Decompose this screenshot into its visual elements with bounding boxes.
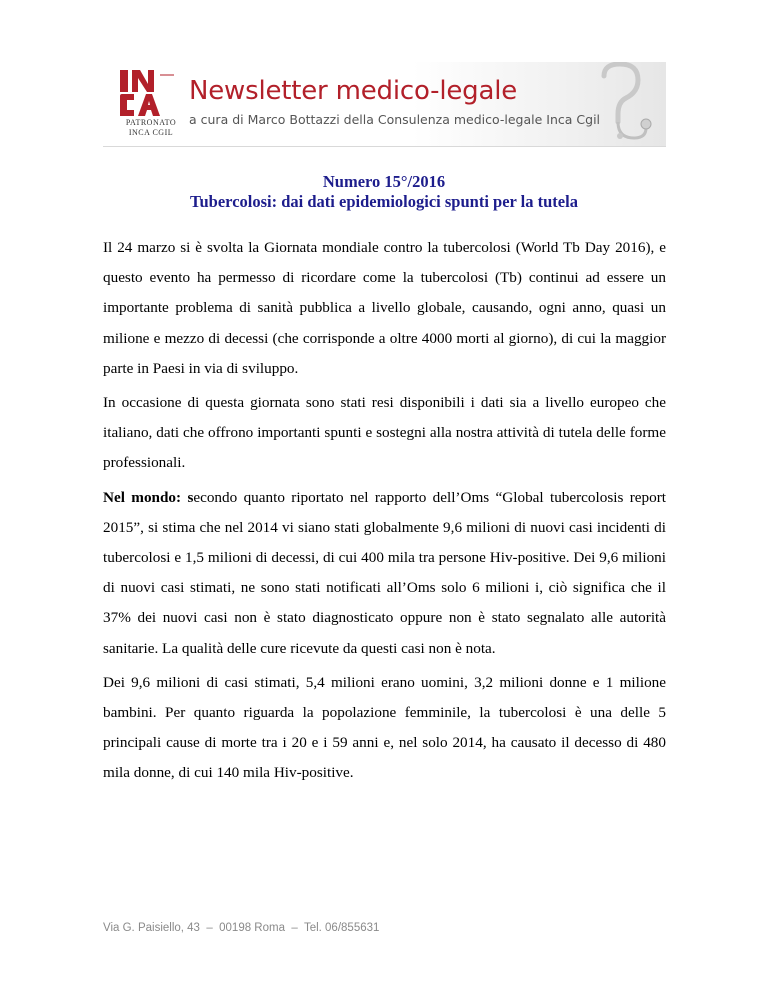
world-section-text: econdo quanto riportato nel rapporto dell’Oms “Global tubercolosis report 2015”, si stima che nel 2014 vi siano stati globalmente 9,6 milioni di nuovi casi incidenti di tubercolosi e 1,5 milioni di decessi, di cui 400 mila tra persone Hiv-positive. Dei 9,6 milioni di nuovi casi stimati, ne sono stati notificati all’Oms solo 6 milioni i, ciò significa che il 37% dei nuovi casi non è stato diagnosticato oppure non è stato segnalato alle autorità sanitarie. La qualità delle cure ricevute da questi casi non è nota. — [103, 488, 666, 657]
newsletter-subtitle: a cura di Marco Bottazzi della Consulenza medico-legale Inca Cgil — [189, 112, 601, 127]
inca-logo — [112, 70, 190, 140]
footer-address: Via G. Paisiello, 43 – 00198 Roma – Tel. 06/855631 — [103, 922, 380, 934]
paragraph-demographics: Dei 9,6 milioni di casi stimati, 5,4 milioni erano uomini, 3,2 milioni donne e 1 milione bambini. Per quanto riguarda la popolazione femminile, la tubercolosi è una delle 5 principali cause di morte tra i 20 e i 59 anni e, nel solo 2014, ha causato il decesso di 480 mila donne, di cui 140 mila Hiv-positive. — [103, 673, 666, 782]
paragraph-occasion: In occasione di questa giornata sono stati resi disponibili i dati sia a livello europeo che italiano, dati che offrono importanti spunti e sostegni alla nostra attività di tutela delle forme professionali. — [103, 394, 666, 472]
paragraph-world — [103, 483, 666, 664]
issue-number: Numero 15°/2016 — [322, 172, 446, 191]
logo-caption-line1: PATRONATO — [125, 118, 177, 127]
article-body — [103, 233, 666, 793]
logo-caption-line2: INCA CGIL — [128, 128, 174, 137]
paragraph-intro: Il 24 marzo si è svolta la Giornata mondiale contro la tubercolosi (World Tb Day 2016), e questo evento ha permesso di ricordare come la tubercolosi (Tb) continui ad essere un importante problema di sanità pubblica a livello globale, causando, ogni anno, quasi un milione e mezzo di decessi (che corrisponde a oltre 4000 morti al giorno), di cui la maggior parte in Paesi in via di sviluppo. — [103, 239, 666, 377]
world-section-lead: Nel mondo: s — [103, 488, 194, 506]
newsletter-banner — [103, 62, 666, 147]
inca-logo-icon — [120, 70, 180, 116]
newsletter-title: Newsletter medico-legale — [189, 76, 518, 106]
stethoscope-question-icon — [574, 62, 664, 146]
article-headline: Tubercolosi: dai dati epidemiologici spunti per la tutela — [190, 192, 578, 211]
